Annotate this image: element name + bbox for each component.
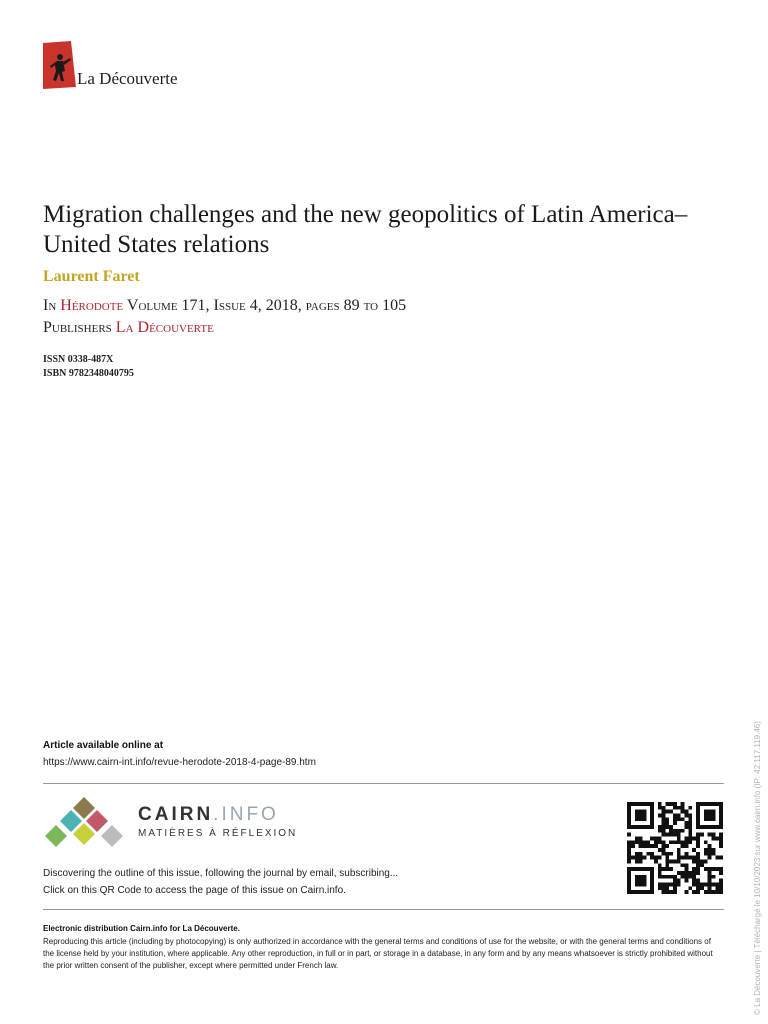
volume-info: Volume 171, Issue 4, 2018	[123, 297, 298, 314]
la-decouverte-logo-icon	[43, 41, 77, 89]
cairn-logo[interactable]	[43, 797, 298, 851]
download-note	[750, 660, 764, 1015]
cairn-name: CAIRN	[138, 804, 214, 825]
isbn: ISBN 9782348040795	[43, 368, 134, 379]
divider	[43, 783, 724, 784]
cairn-tagline: MATIÈRES À RÉFLEXION	[138, 828, 298, 839]
publisher-line	[43, 319, 214, 337]
article-title: Migration challenges and the new geopolitics of Latin America–United States relations	[43, 201, 688, 258]
cairn-wordmark	[138, 804, 279, 826]
qr-code-icon[interactable]	[627, 802, 723, 894]
distribution-text: Reproducing this article (including by photocopying) is only authorized in accordance with the general terms and conditions of use for the website, or with the general terms and conditions of the license held by your institution, where applicable. Any other reproduction, in full or in part, or storage in a database, in any form and by any means whatsoever is strictly prohibited without the prior written consent of the publisher, except where permitted under French law.	[43, 937, 713, 970]
pages-info: , pages 89 to 105	[297, 297, 407, 314]
cairn-logo-icon	[43, 797, 133, 851]
issn: ISSN 0338-487X	[43, 354, 114, 365]
distribution-title: Electronic distribution Cairn.info for La Découverte.	[43, 924, 240, 933]
publisher-logo-name: La Découverte	[77, 69, 178, 88]
journal-link[interactable]: Hérodote	[60, 297, 124, 314]
publisher-logo	[43, 41, 203, 89]
online-url-link[interactable]: https://www.cairn-int.info/revue-herodote-2018-4-page-89.htm	[43, 757, 316, 768]
download-note-text: © La Découverte | Téléchargé le 10/10/2023 sur www.cairn.info (IP: 42.117.119.46)	[753, 721, 762, 1015]
in-prefix: In	[43, 297, 61, 314]
online-label: Article available online at	[43, 740, 164, 751]
discover-text: Discovering the outline of this issue, following the journal by email, subscribing...	[43, 868, 399, 879]
divider	[43, 909, 724, 910]
journal-line	[43, 297, 406, 315]
cairn-suffix: .INFO	[213, 804, 279, 825]
publishers-label: Publishers	[43, 319, 116, 336]
qr-instruction-text: Click on this QR Code to access the page of this issue on Cairn.info.	[43, 885, 346, 896]
article-author[interactable]: Laurent Faret	[43, 268, 140, 285]
publisher-link[interactable]: La Découverte	[115, 319, 214, 336]
